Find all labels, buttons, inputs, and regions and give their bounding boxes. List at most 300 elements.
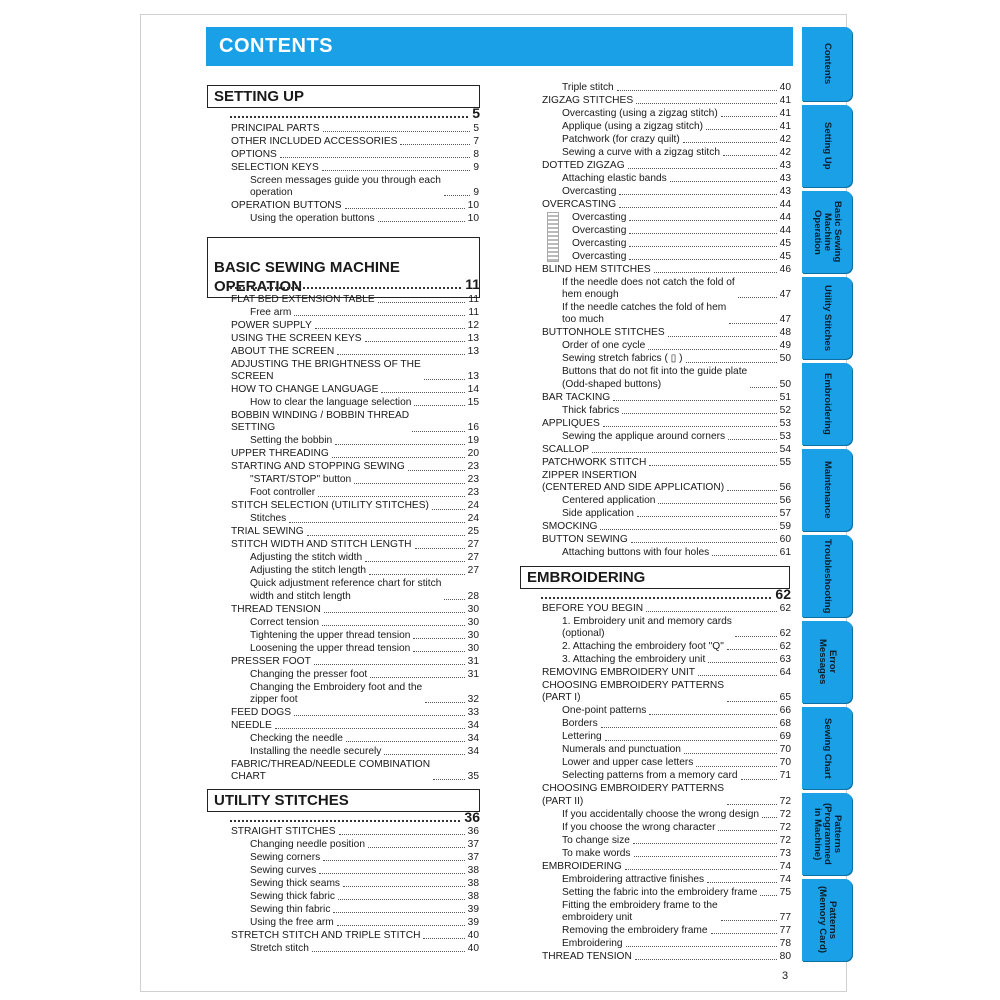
toc-entry-title: STITCH SELECTION (UTILITY STITCHES) — [231, 500, 429, 512]
toc-entry-title: Fitting the embroidery frame to the embroidery unit — [562, 899, 718, 923]
toc-leader-dots — [625, 869, 777, 870]
toc-entry-page: 31 — [467, 655, 479, 667]
toc-entry-page: 47 — [779, 314, 791, 326]
toc-entry — [250, 891, 479, 903]
toc-entry — [542, 680, 791, 704]
toc-entry-title: How to clear the language selection — [250, 397, 412, 409]
toc-entry-title: Lower and upper case letters — [562, 757, 694, 769]
toc-entry — [562, 705, 791, 717]
toc-leader-dots — [633, 843, 777, 844]
toc-entry-page: 7 — [473, 136, 479, 147]
toc-leader-dots — [729, 323, 776, 324]
side-tab[interactable] — [802, 363, 852, 445]
toc-entry-title: Using the free arm — [250, 917, 334, 928]
toc-entry — [572, 251, 791, 263]
toc-entry-page: 50 — [779, 378, 791, 390]
toc-entry-page: 63 — [779, 654, 791, 666]
toc-entry-page: 62 — [779, 641, 791, 653]
toc-entry-page: 24 — [467, 500, 479, 512]
toc-entry-page: 42 — [779, 134, 791, 145]
toc-leader-dots — [346, 741, 465, 742]
toc-entry-title: FLAT BED EXTENSION TABLE — [231, 294, 375, 305]
toc-entry-title: OVERCASTING — [542, 199, 617, 210]
toc-leader-dots — [629, 233, 776, 234]
toc-leader-dots — [444, 195, 470, 196]
toc-entry — [542, 95, 791, 107]
toc-leader-dots — [613, 400, 777, 401]
toc-entry-page: 49 — [779, 340, 791, 352]
toc-entry-page: 73 — [779, 847, 791, 859]
toc-entry — [562, 809, 791, 821]
toc-leader-dots — [634, 856, 777, 857]
toc-leader-dots — [684, 753, 777, 754]
toc-entry — [250, 513, 479, 525]
page-title: CONTENTS — [219, 35, 333, 57]
toc-entry-title: PATCHWORK STITCH — [542, 456, 647, 468]
toc-leader-dots — [760, 895, 776, 896]
toc-entry-page: 65 — [779, 692, 791, 704]
toc-leader-dots — [314, 664, 465, 665]
toc-entry-title: Loosening the upper thread tension — [250, 642, 411, 654]
toc-entry — [231, 294, 479, 306]
toc-entry — [542, 861, 791, 873]
toc-entry-title: Stitches — [250, 513, 287, 525]
toc-entry-title: Sewing curves — [250, 865, 317, 876]
toc-entry — [572, 212, 791, 224]
toc-entry — [542, 418, 791, 430]
side-tab[interactable] — [802, 449, 852, 531]
toc-entry — [250, 878, 479, 890]
toc-entry — [562, 731, 791, 743]
toc-entry-title: SCALLOP — [542, 443, 589, 455]
toc-leader-dots — [603, 426, 777, 427]
toc-entry-page: 40 — [467, 930, 479, 941]
toc-entry — [542, 392, 791, 404]
toc-entry-page: 56 — [779, 481, 791, 493]
toc-entry — [562, 887, 791, 899]
toc-entry-page: 13 — [467, 371, 479, 383]
toc-entry-title: Removing the embroidery frame — [562, 924, 708, 936]
toc-entry-title: BUTTONHOLE STITCHES — [542, 327, 665, 339]
toc-entry — [562, 822, 791, 834]
toc-entry — [542, 199, 791, 211]
toc-entry-page: 62 — [779, 603, 791, 614]
toc-entry-title: CHOOSING EMBROIDERY PATTERNS (PART I) — [542, 680, 725, 704]
toc-leader-dots — [727, 649, 777, 650]
toc-entry-page: 19 — [467, 435, 479, 447]
toc-entry-title: To change size — [562, 834, 630, 846]
toc-entry-title: BEFORE YOU BEGIN — [542, 603, 644, 614]
toc-leader-dots — [728, 439, 777, 440]
toc-entry-page: 55 — [779, 456, 791, 468]
toc-leader-dots — [280, 157, 470, 158]
toc-leader-dots — [378, 221, 465, 222]
toc-leader-dots — [289, 522, 464, 523]
toc-leader-dots — [738, 297, 777, 298]
toc-leader-dots — [721, 920, 777, 921]
toc-entry — [562, 718, 791, 730]
toc-entry — [231, 149, 479, 161]
toc-leader-dots — [294, 315, 465, 316]
side-tab-label: Patterns (Programmed in Machine) — [812, 803, 843, 865]
toc-leader-dots — [683, 142, 777, 143]
toc-entry — [542, 160, 791, 172]
toc-entry-page: 27 — [467, 539, 479, 551]
toc-entry-page: 52 — [779, 404, 791, 416]
toc-entry — [562, 431, 791, 443]
toc-entry-title: Correct tension — [250, 616, 320, 628]
toc-entry-title: BAR TACKING — [542, 391, 611, 403]
toc-leader-dots — [322, 170, 471, 171]
toc-entry-title: STITCH WIDTH AND STITCH LENGTH — [231, 539, 412, 551]
toc-leader-dots — [414, 405, 464, 406]
page-number: 3 — [782, 970, 789, 982]
toc-entry-page: 44 — [779, 225, 791, 236]
toc-entry-title: ZIGZAG STITCHES — [542, 95, 634, 106]
toc-entry — [572, 225, 791, 237]
toc-entry-title: HOW TO CHANGE LANGUAGE — [231, 384, 379, 396]
toc-entry-title: Embroidering — [562, 937, 623, 949]
toc-entry-title: STARTING AND STOPPING SEWING — [231, 461, 405, 473]
side-tab-label: Embroidering — [822, 373, 833, 435]
toc-leader-dots — [727, 490, 777, 491]
toc-leader-dots — [636, 103, 777, 104]
side-tab-label: Maintenance — [822, 461, 833, 519]
toc-leader-dots — [628, 168, 777, 169]
toc-entry-title: Changing the Embroidery foot and the zipper foot — [250, 681, 423, 705]
toc-entry-page: 71 — [779, 770, 791, 782]
toc-entry-title: Sewing thin fabric — [250, 904, 331, 915]
toc-entry-title: Foot controller — [250, 487, 316, 499]
toc-leader-dots — [723, 155, 777, 156]
toc-entry-title: Overcasting — [572, 212, 627, 223]
toc-entry-title: PRESSER FOOT — [231, 655, 311, 667]
toc-entry-page: 27 — [467, 565, 479, 577]
toc-leader-dots — [649, 465, 776, 466]
toc-leader-dots — [424, 379, 465, 380]
side-tab[interactable] — [802, 879, 852, 961]
toc-entry — [542, 534, 791, 546]
toc-leader-dots — [378, 302, 466, 303]
toc-entry-page: 16 — [467, 422, 479, 434]
toc-leader-dots — [425, 702, 464, 703]
toc-leader-dots — [622, 413, 776, 414]
toc-entry — [231, 346, 479, 358]
toc-entry-title: Overcasting — [572, 225, 627, 236]
toc-leader-dots — [707, 882, 777, 883]
side-tab[interactable] — [802, 277, 852, 359]
toc-entry — [231, 200, 479, 212]
toc-entry-title: Centered application — [562, 494, 656, 506]
toc-entry-page: 48 — [779, 327, 791, 339]
toc-leader-dots — [337, 925, 465, 926]
toc-entry-page: 9 — [473, 187, 479, 199]
toc-leader-dots — [384, 754, 464, 755]
side-tab-label: Error Messages — [817, 639, 838, 685]
toc-leader-dots — [658, 503, 776, 504]
toc-entry — [562, 641, 791, 653]
side-tab-label: Contents — [822, 43, 833, 85]
toc-entry-page: 12 — [467, 320, 479, 331]
toc-entry — [250, 213, 479, 225]
toc-entry — [250, 565, 479, 577]
toc-entry-page: 51 — [779, 391, 791, 403]
side-tab[interactable] — [802, 105, 852, 187]
side-tab-label: Patterns (Memory Card) — [817, 886, 838, 954]
toc-entry — [250, 487, 479, 499]
toc-entry-title: Setting the fabric into the embroidery frame — [562, 886, 758, 898]
toc-entry-page: 36 — [467, 826, 479, 837]
toc-leader-dots — [727, 701, 777, 702]
toc-entry-title: Triple stitch — [562, 82, 614, 93]
toc-entry-title: Buttons that do not fit into the guide plate (Odd-shaped buttons) — [562, 366, 748, 390]
toc-leader-dots — [332, 457, 465, 458]
toc-leader-dots — [381, 392, 464, 393]
toc-entry — [562, 495, 791, 507]
toc-entry-page: 31 — [467, 668, 479, 680]
toc-entry-page: 53 — [779, 417, 791, 429]
section-basic-sewing: BASIC SEWING MACHINE OPERATION — [207, 237, 480, 298]
toc-entry — [572, 238, 791, 250]
toc-entry-page: 30 — [467, 642, 479, 654]
toc-entry-page: 74 — [779, 873, 791, 885]
toc-entry-page: 80 — [779, 950, 791, 962]
toc-leader-dots — [646, 611, 777, 612]
toc-entry — [231, 656, 479, 668]
toc-leader-dots — [323, 131, 471, 132]
toc-leader-dots — [762, 817, 777, 818]
toc-entry-title: Sewing the applique around corners — [562, 430, 726, 442]
toc-entry-page: 13 — [467, 346, 479, 357]
toc-leader-dots — [712, 555, 776, 556]
toc-entry-title: Changing needle position — [250, 839, 365, 850]
toc-entry-page: 70 — [779, 744, 791, 756]
toc-leader-dots — [322, 625, 465, 626]
toc-entry — [562, 108, 791, 120]
toc-leader-dots — [333, 912, 464, 913]
toc-leader-dots — [354, 483, 464, 484]
toc-entry-page: 77 — [779, 911, 791, 923]
toc-leader-dots — [637, 516, 777, 517]
toc-entry — [562, 757, 791, 769]
toc-entry-page: 38 — [467, 891, 479, 902]
toc-entry-title: One-point patterns — [562, 705, 647, 717]
toc-entry-page: 37 — [467, 852, 479, 863]
toc-entry-title: Borders — [562, 718, 598, 730]
toc-leader-dots — [345, 208, 465, 209]
toc-leader-dots — [423, 938, 464, 939]
toc-leader-dots — [629, 220, 776, 221]
toc-entry-page: 41 — [779, 108, 791, 119]
toc-entry-page: 33 — [467, 706, 479, 718]
toc-entry — [231, 826, 479, 838]
toc-entry-title: FABRIC/THREAD/NEEDLE COMBINATION CHART — [231, 758, 431, 782]
toc-entry-page: 40 — [467, 943, 479, 954]
section-embroidering: EMBROIDERING — [520, 566, 790, 589]
toc-entry-page: 45 — [779, 251, 791, 262]
toc-entry-title: Sewing a curve with a zigzag stitch — [562, 147, 720, 158]
toc-entry — [562, 121, 791, 133]
section-setting-up-page: 5 — [230, 105, 480, 121]
toc-leader-dots — [444, 599, 464, 600]
toc-entry-page: 62 — [779, 628, 791, 640]
toc-entry-title: POWER SUPPLY — [231, 320, 312, 331]
toc-entry-title: OTHER INCLUDED ACCESSORIES — [231, 136, 398, 147]
toc-entry — [231, 162, 479, 174]
toc-entry — [250, 307, 479, 319]
toc-leader-dots — [413, 651, 464, 652]
toc-entry-title: OPTIONS — [231, 149, 277, 160]
section-utility-stitches: UTILITY STITCHES — [207, 789, 480, 812]
toc-entry-page: 61 — [779, 546, 791, 558]
toc-entry-page: 30 — [467, 603, 479, 615]
toc-entry-page: 30 — [467, 629, 479, 641]
toc-entry-title: Overcasting (using a zigzag stitch) — [562, 108, 718, 119]
toc-entry — [562, 366, 791, 390]
toc-leader-dots — [654, 272, 777, 273]
toc-entry — [231, 707, 479, 719]
toc-entry-page: 27 — [467, 552, 479, 564]
toc-entry — [250, 435, 479, 447]
toc-entry-title: EMBROIDERING — [542, 860, 622, 872]
toc-entry-title: ZIPPER INSERTION (CENTERED AND SIDE APPLICATION) — [542, 469, 725, 493]
toc-leader-dots — [400, 144, 470, 145]
toc-leader-dots — [721, 116, 777, 117]
toc-entry-page: 77 — [779, 924, 791, 936]
toc-leader-dots — [706, 129, 777, 130]
toc-entry-title: Lettering — [562, 731, 602, 743]
toc-entry-page: 66 — [779, 705, 791, 717]
toc-leader-dots — [307, 535, 465, 536]
toc-leader-dots — [337, 354, 464, 355]
toc-entry-title: Sewing stretch fabrics ( ▯ ) — [562, 353, 683, 365]
toc-entry — [562, 770, 791, 782]
toc-entry-page: 14 — [467, 384, 479, 396]
toc-leader-dots — [698, 675, 777, 676]
toc-leader-dots — [626, 946, 777, 947]
toc-entry-title: Using the operation buttons — [250, 213, 375, 225]
toc-entry-title: Selecting patterns from a memory card — [562, 770, 738, 782]
side-tab[interactable] — [802, 621, 852, 703]
toc-leader-dots — [708, 662, 776, 663]
side-tab[interactable] — [802, 707, 852, 789]
toc-entry-title: THREAD TENSION — [542, 950, 632, 962]
toc-entry-title: SELECTION KEYS — [231, 162, 319, 173]
section-utility-stitches-page: 36 — [230, 809, 480, 825]
toc-entry-page: 70 — [779, 757, 791, 769]
toc-entry-title: REMOVING EMBROIDERY UNIT — [542, 667, 696, 679]
toc-entry — [562, 874, 791, 886]
toc-entry-title: If the needle catches the fold of hem too much — [562, 302, 727, 326]
toc-entry — [562, 654, 791, 666]
toc-entry-title: Setting the bobbin — [250, 435, 333, 447]
toc-entry-title: Thick fabrics — [562, 404, 620, 416]
toc-entry-title: BOBBIN WINDING / BOBBIN THREAD SETTING — [231, 410, 410, 434]
toc-leader-dots — [617, 90, 777, 91]
toc-leader-dots — [369, 574, 465, 575]
toc-entry-page: 32 — [467, 693, 479, 705]
toc-entry-page: 53 — [779, 430, 791, 442]
toc-leader-dots — [619, 207, 777, 208]
toc-entry — [542, 951, 791, 963]
toc-entry-page: 72 — [779, 795, 791, 807]
toc-entry-title: USING THE SCREEN KEYS — [231, 333, 362, 344]
contents-banner — [206, 27, 793, 66]
toc-entry-title: If you choose the wrong character — [562, 821, 716, 833]
toc-entry-page: 69 — [779, 731, 791, 743]
toc-leader-dots — [635, 959, 777, 960]
toc-entry-page: 38 — [467, 878, 479, 889]
side-tab-label: Troubleshooting — [822, 538, 833, 614]
toc-leader-dots — [631, 542, 777, 543]
toc-leader-dots — [415, 548, 465, 549]
toc-entry-title: 2. Attaching the embroidery foot "Q" — [562, 641, 724, 653]
toc-entry-page: 37 — [467, 839, 479, 850]
toc-entry-page: 35 — [467, 771, 479, 782]
toc-leader-dots — [433, 779, 465, 780]
toc-leader-dots — [750, 387, 776, 388]
toc-entry-page: 56 — [779, 494, 791, 506]
toc-entry — [231, 539, 479, 551]
toc-entry-title: Embroidering attractive finishes — [562, 873, 705, 885]
toc-entry — [250, 669, 479, 681]
toc-entry — [231, 604, 479, 616]
toc-entry-title: 3. Attaching the embroidery unit — [562, 654, 706, 666]
overcasting-stitch-icons — [547, 212, 559, 262]
toc-entry — [542, 264, 791, 276]
toc-entry-title: Overcasting — [572, 238, 627, 249]
toc-entry-title: SMOCKING — [542, 520, 598, 532]
toc-leader-dots — [735, 636, 777, 637]
side-tab[interactable] — [802, 535, 852, 617]
toc-entry-title: TRIAL SEWING — [231, 526, 304, 538]
side-tab[interactable] — [802, 793, 852, 875]
toc-entry — [250, 397, 479, 409]
toc-entry-title: APPLIQUES — [542, 417, 600, 429]
toc-leader-dots — [601, 727, 777, 728]
toc-entry — [562, 302, 791, 326]
toc-entry — [562, 340, 791, 352]
side-tab[interactable] — [802, 191, 852, 273]
toc-entry — [542, 444, 791, 456]
toc-entry — [231, 930, 479, 942]
toc-entry-title: Stretch stitch — [250, 943, 309, 954]
toc-entry-title: Applique (using a zigzag stitch) — [562, 121, 704, 132]
toc-entry-page: 59 — [779, 520, 791, 532]
toc-entry-page: 45 — [779, 238, 791, 249]
toc-entry-page: 30 — [467, 616, 479, 628]
toc-leader-dots — [339, 834, 465, 835]
toc-entry — [250, 630, 479, 642]
toc-entry-title: Sewing corners — [250, 852, 321, 863]
toc-entry — [250, 839, 479, 851]
toc-entry-title: Side application — [562, 507, 634, 519]
toc-leader-dots — [592, 452, 777, 453]
toc-entry-page: 9 — [473, 162, 479, 173]
side-tab[interactable] — [802, 27, 852, 101]
toc-entry-page: 72 — [779, 834, 791, 846]
toc-entry-title: Adjusting the stitch length — [250, 565, 367, 577]
toc-entry-title: Adjusting the stitch width — [250, 552, 363, 564]
toc-entry-page: 78 — [779, 937, 791, 949]
toc-leader-dots — [629, 259, 776, 260]
toc-entry-title: Order of one cycle — [562, 340, 646, 352]
toc-entry-title: Changing the presser foot — [250, 668, 368, 680]
toc-leader-dots — [294, 715, 465, 716]
toc-leader-dots — [741, 779, 777, 780]
toc-entry-title: CHOOSING EMBROIDERY PATTERNS (PART II) — [542, 783, 725, 807]
toc-entry-page: 46 — [779, 264, 791, 275]
